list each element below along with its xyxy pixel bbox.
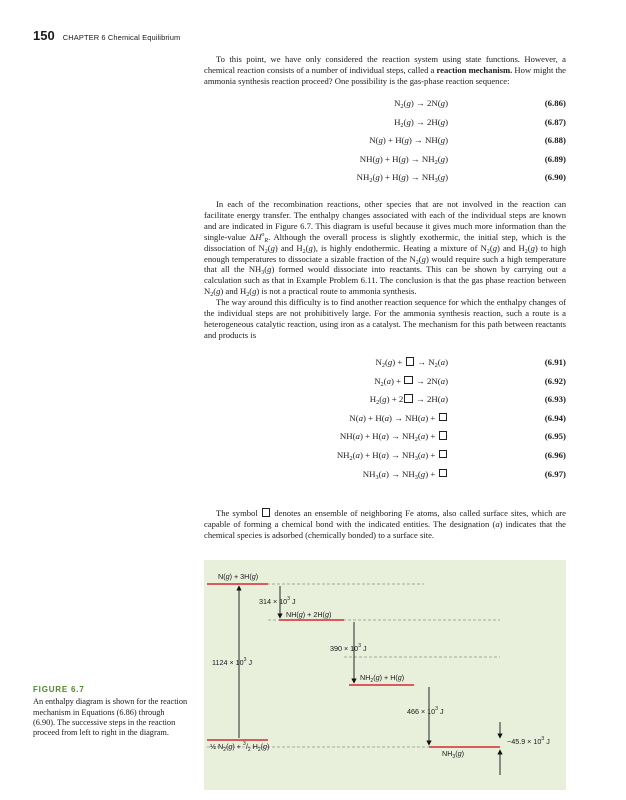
surface-site-symbol [406,357,415,366]
term-reaction-mechanism: reaction mechanism. [436,64,513,75]
label-level-reactants: ½ $N_2(g) + ^3/_2$ $H_2(g)$ [210,741,270,753]
label-level-NH-2H: NH(g) + 2H(g) [286,610,332,619]
figure-title: FIGURE 6.7 [33,685,85,694]
equation-6-87: $H_2(g) \to 2H(g)$ (6.87) [394,116,566,129]
equation-6-94: N(a) + H(a) → NH(a) + (6.94) [349,412,566,423]
equations-gas-phase [204,96,566,189]
equation-6-97: $NH_3(a) \to NH_3(g)$ + (6.97) [362,468,566,481]
figure-caption [33,685,188,738]
label-step-466: $466 \times 10^3$ J [407,706,444,716]
equation-6-93: $H_2(g) + 2 \to 2H(a)$ (6.93) [369,394,566,407]
equations-surface [204,355,566,485]
label-level-NH3: $NH_3(g)$ [442,749,465,760]
equation-6-90: $NH_2(g) + H(g) \to NH_3(g)$ (6.90) [356,172,566,185]
label-level-N-3H: N(g) + 3H(g) [218,572,259,581]
paragraph-intro: To this point, we have only considered the reaction system using state functions. However, a chemical reaction consists of a number of individual steps, called a reaction mechanism. How might the ammonia synthesis reaction proceed? One possibility is the gas-phase reaction sequence: [204,54,566,86]
equation-6-88: N(g) + H(g) → NH(g) (6.88) [369,135,566,146]
label-total-1124: $1124 \times 10^3$ J [212,657,253,667]
page-number: 150 [33,28,55,43]
equation-6-92: $N_2(a)$ + → 2N(a) (6.92) [374,375,566,388]
enthalpy-diagram [204,560,566,790]
equation-6-89: $NH(g) + H(g) \to NH_2(g)$ (6.89) [359,153,566,166]
label-level-NH2-H: $NH_2(g) + H(g)$ [360,673,405,684]
label-net-45-9: $-45.9 \times 10^3$ J [507,736,550,746]
figure-caption-text: An enthalpy diagram is shown for the reaction mechanism in Equations (6.86) through (6.90). The successive steps in the reaction proceed from left to right in the diagram. [33,697,188,738]
equation-6-86: $N_2(g) \to 2N(g)$ (6.86) [394,98,566,110]
equation-6-91: $N_2(g)$ + → $N_2(a)$ (6.91) [375,357,566,369]
equation-6-95: $NH(a) + H(a) \to NH_2(a)$ + (6.95) [339,431,566,444]
paragraph-surface-sites: The symbol denotes an ensemble of neighboring Fe atoms, also called surface sites, which are capable of forming a chemical bond with the indicated entities. The designation (a) indicates that the chemical species is adsorbed (chemically bonded) to a surface site. [204,508,566,540]
label-step-390: $390 \times 10^3$ J [330,643,367,653]
paragraph-catalytic: The way around this difficulty is to find another reaction sequence for which the enthalpy changes of the individual steps are not prohibitively large. For the ammonia synthesis reaction, such a route is a heterogeneous catalytic reaction, using iron as a catalyst. The mechanism for this path between reactants and products is [204,297,566,340]
paragraph-recombination: In each of the recombination reactions, other species that are not involved in the reaction can facilitate energy transfer. The enthalpy changes associated with each of the individual steps are known and are indicated in Figure 6.7. This diagram is useful because it gives much more information than the single-value $\Delta H^o_R$. Although the overall process is slightly exothermic, the initial step, which is the dissociation of $N_2(g)$ and $H_2(g)$, is highly endothermic. Heating a mixture of $N_2(g)$ and $H_2(g)$ to high enough temperatures to dissociate a sizable fraction of the $N_2(g)$ would require such a high temperature that all the $NH_3(g)$ formed would dissociate into reactants. This can be shown by carrying out a calculation such as that in Example Problem 6.11. The conclusion is that the gas phase reaction between $N_2(g)$ and $H_2(g)$ is not a practical route to ammonia synthesis. The way around this difficulty is to find another reaction sequence for which the enthalpy changes of the individual steps are not prohibitively large. For the ammonia synthesis reaction, such a route is a heterogeneous catalytic reaction, using iron as a catalyst. The mechanism for this path between reactants and products is [204,199,567,340]
chapter-title: CHAPTER 6 Chemical Equilibrium [62,33,181,42]
equation-6-96: $NH_2(a) + H(a) \to NH_3(a)$ + (6.96) [336,449,566,462]
label-step-314: $314 \times 10^3$ J [259,596,296,606]
running-header [33,27,180,45]
